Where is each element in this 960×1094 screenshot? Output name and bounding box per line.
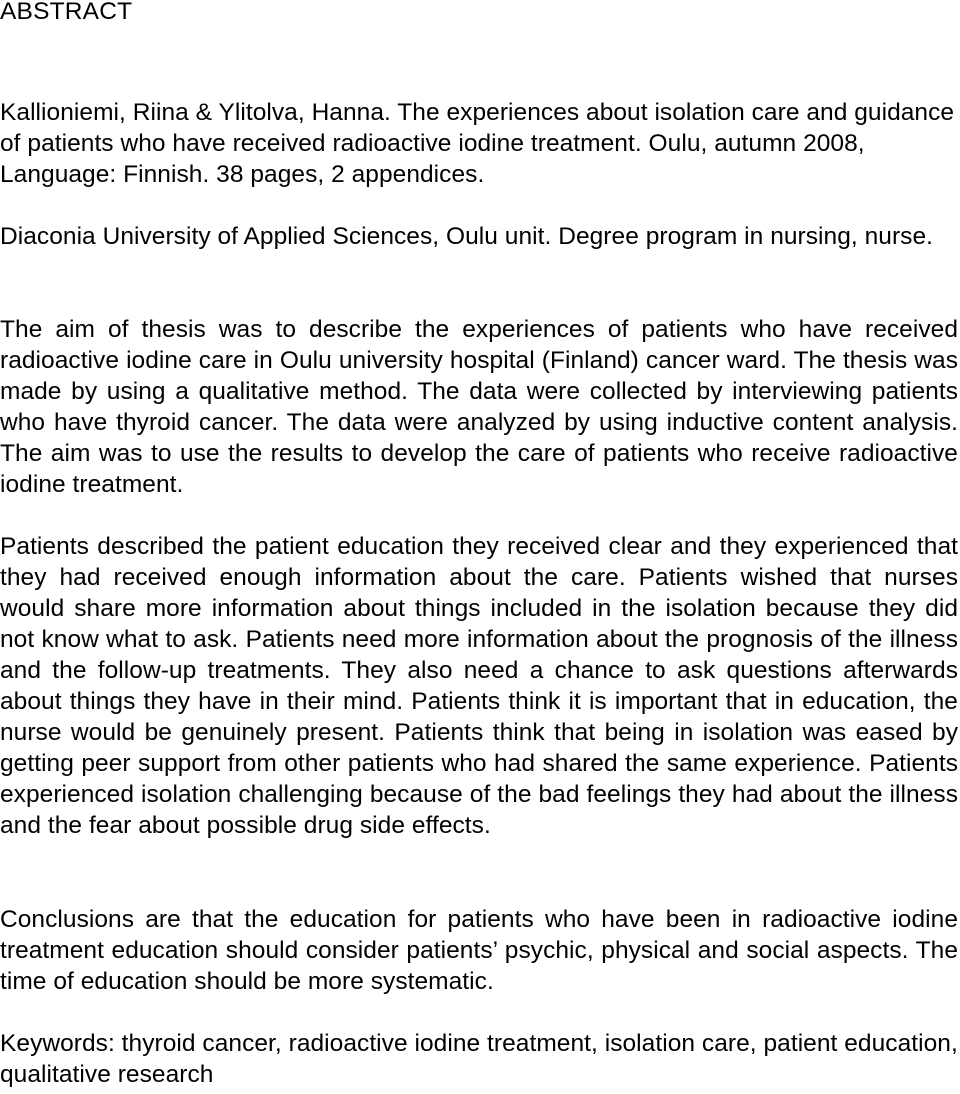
citation-paragraph: Kallioniemi, Riina & Ylitolva, Hanna. The experiences about isolation care and guidance of patients who have received radioactive iodine treatment. Oulu, autumn 2008, Language: Finnish. 38 pages, 2 appendices. [0,99,955,188]
conclusions-paragraph: Conclusions are that the education for patients who have been in radioactive iodine treatment education should consider patients’ psychic, physical and social aspects. The time of education should be more systematic. [0,906,958,995]
abstract-heading: ABSTRACT [0,0,133,25]
results-paragraph: Patients described the patient education they received clear and they experienced that they had received enough information about the care. Patients wished that nurses would share more information about things included in the isolation because they did not know what to ask. Patients need more information about the prognosis of the illness and the follow-up treatments. They also need a chance to ask questions afterwards about things they have in their mind. Patients think it is important that in education, the nurse would be genuinely present. Patients think that being in isolation was eased by getting peer support from other patients who had shared the same experience. Patients experienced isolation challenging because of the bad feelings they had about the illness and the fear about possible drug side effects. [0,533,958,839]
aim-paragraph: The aim of thesis was to describe the experiences of patients who have received radioactive iodine care in Oulu university hospital (Finland) cancer ward. The thesis was made by using a qualitative method. The data were collected by interviewing patients who have thyroid cancer. The data were analyzed by using inductive content analysis. The aim was to use the results to develop the care of patients who receive radioactive iodine treatment. [0,316,958,498]
keywords-paragraph: Keywords: thyroid cancer, radioactive iodine treatment, isolation care, patient education, qualitative research [0,1030,958,1088]
institution-paragraph: Diaconia University of Applied Sciences, Oulu unit. Degree program in nursing, nurse. [0,223,933,250]
